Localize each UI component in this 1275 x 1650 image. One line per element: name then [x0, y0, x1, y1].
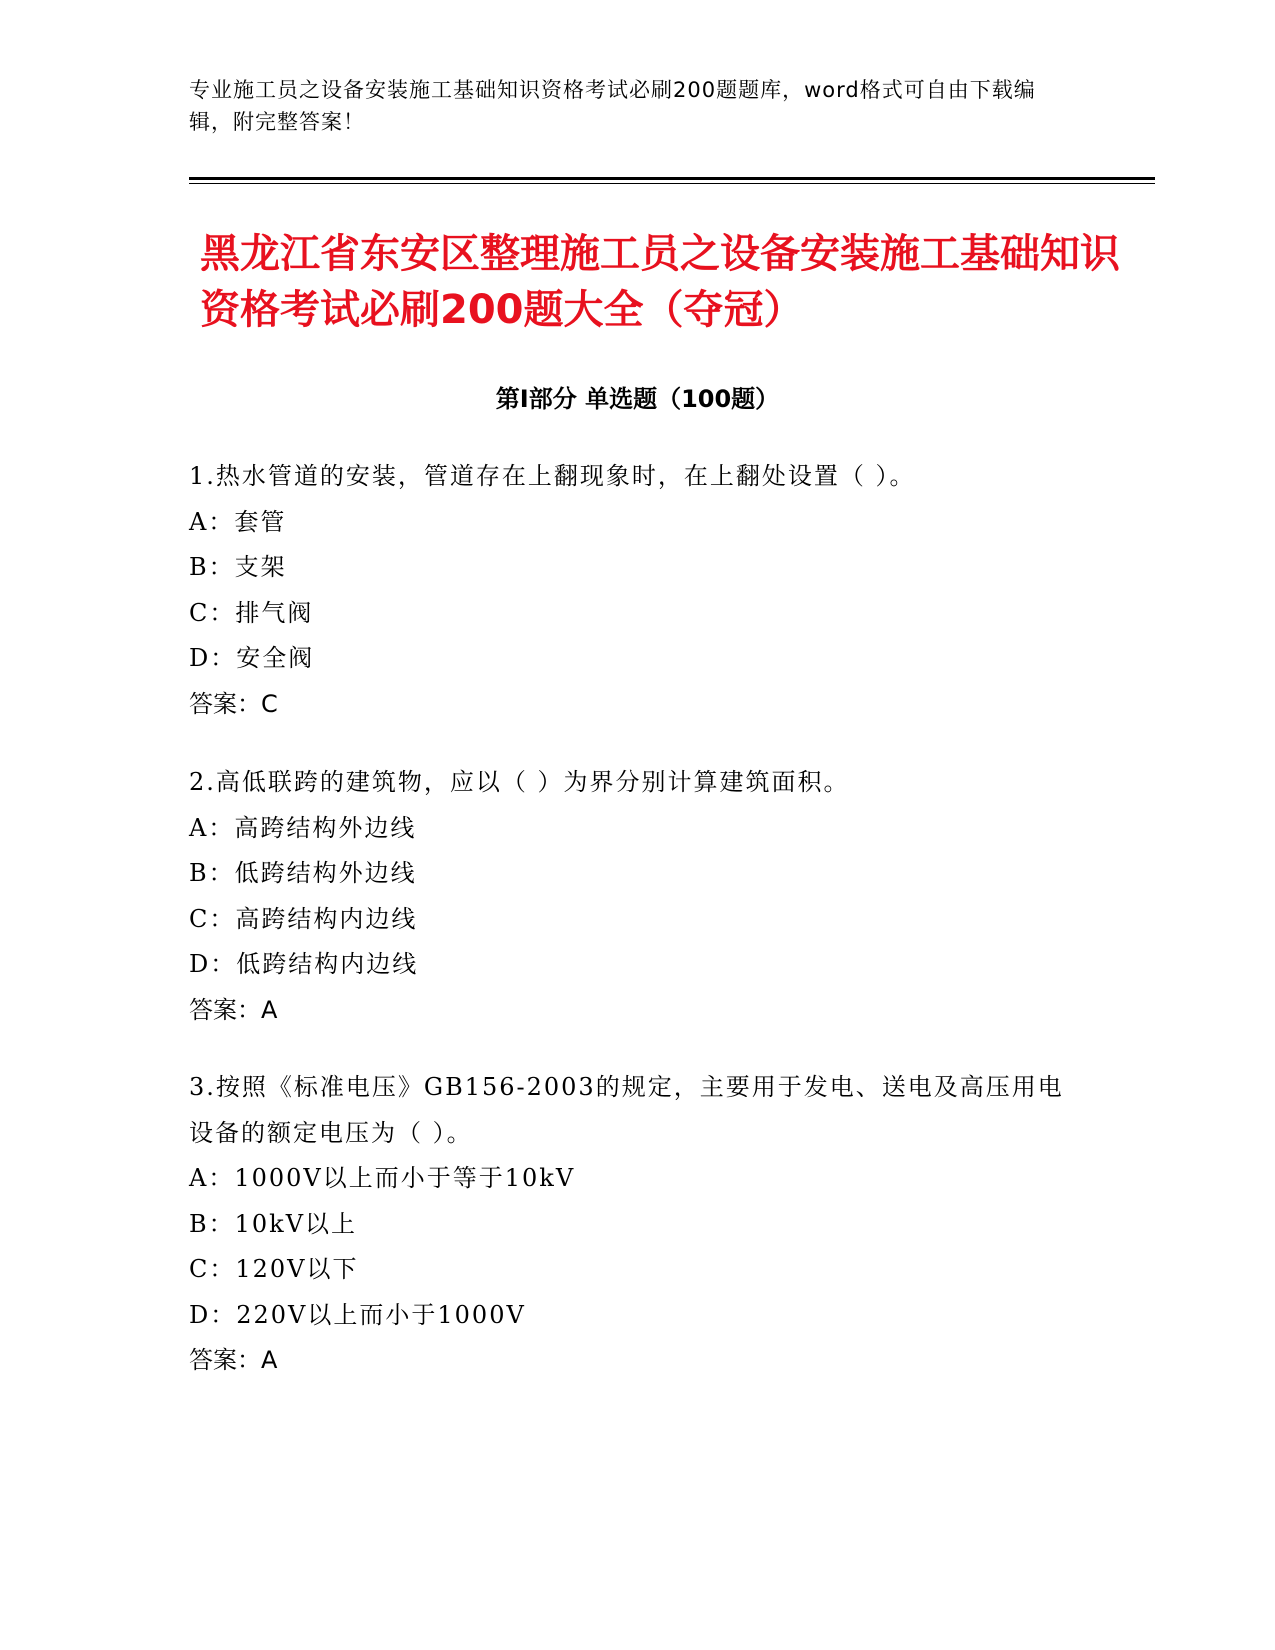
section-heading: 第Ⅰ部分 单选题（100题） — [495, 385, 780, 413]
option-b: B：低跨结构外边线 — [189, 859, 417, 887]
question-stem: 2.高低联跨的建筑物，应以（ ）为界分别计算建筑面积。 — [189, 768, 850, 796]
question-stem: 3.按照《标准电压》GB156-2003的规定，主要用于发电、送电及高压用电设备的额定电压为（ ）。 — [189, 1073, 1064, 1147]
header-divider-thick — [189, 177, 1155, 180]
option-a: A：高跨结构外边线 — [189, 813, 417, 842]
option-d: D：低跨结构内边线 — [189, 950, 419, 978]
option-a: A：1000V以上而小于等于10kV — [189, 1164, 576, 1192]
option-c: C：排气阀 — [189, 598, 314, 627]
question-stem: 1.热水管道的安装，管道存在上翻现象时，在上翻处设置（ ）。 — [189, 462, 916, 490]
answer: 答案：C — [189, 689, 278, 718]
option-d: D：220V以上而小于1000V — [189, 1300, 526, 1329]
option-d: D：安全阀 — [189, 644, 315, 672]
header-divider-thin — [189, 183, 1155, 184]
answer: 答案：A — [189, 995, 278, 1024]
option-b: B：10kV以上 — [189, 1209, 358, 1238]
document-title: 黑龙江省东安区整理施工员之设备安装施工基础知识资格考试必刷200题大全（夺冠） — [200, 231, 1120, 333]
answer: 答案：A — [189, 1346, 278, 1374]
question-3 — [189, 1065, 1089, 1384]
option-c: C：120V以下 — [189, 1255, 359, 1283]
question-2 — [189, 760, 1089, 1033]
question-1 — [189, 454, 1089, 727]
option-c: C：高跨结构内边线 — [189, 904, 418, 933]
option-a: A：套管 — [189, 507, 287, 536]
header-note: 专业施工员之设备安装施工基础知识资格考试必刷200题题库，word格式可自由下载编辑，附完整答案！ — [189, 78, 1036, 134]
option-b: B：支架 — [189, 553, 287, 581]
